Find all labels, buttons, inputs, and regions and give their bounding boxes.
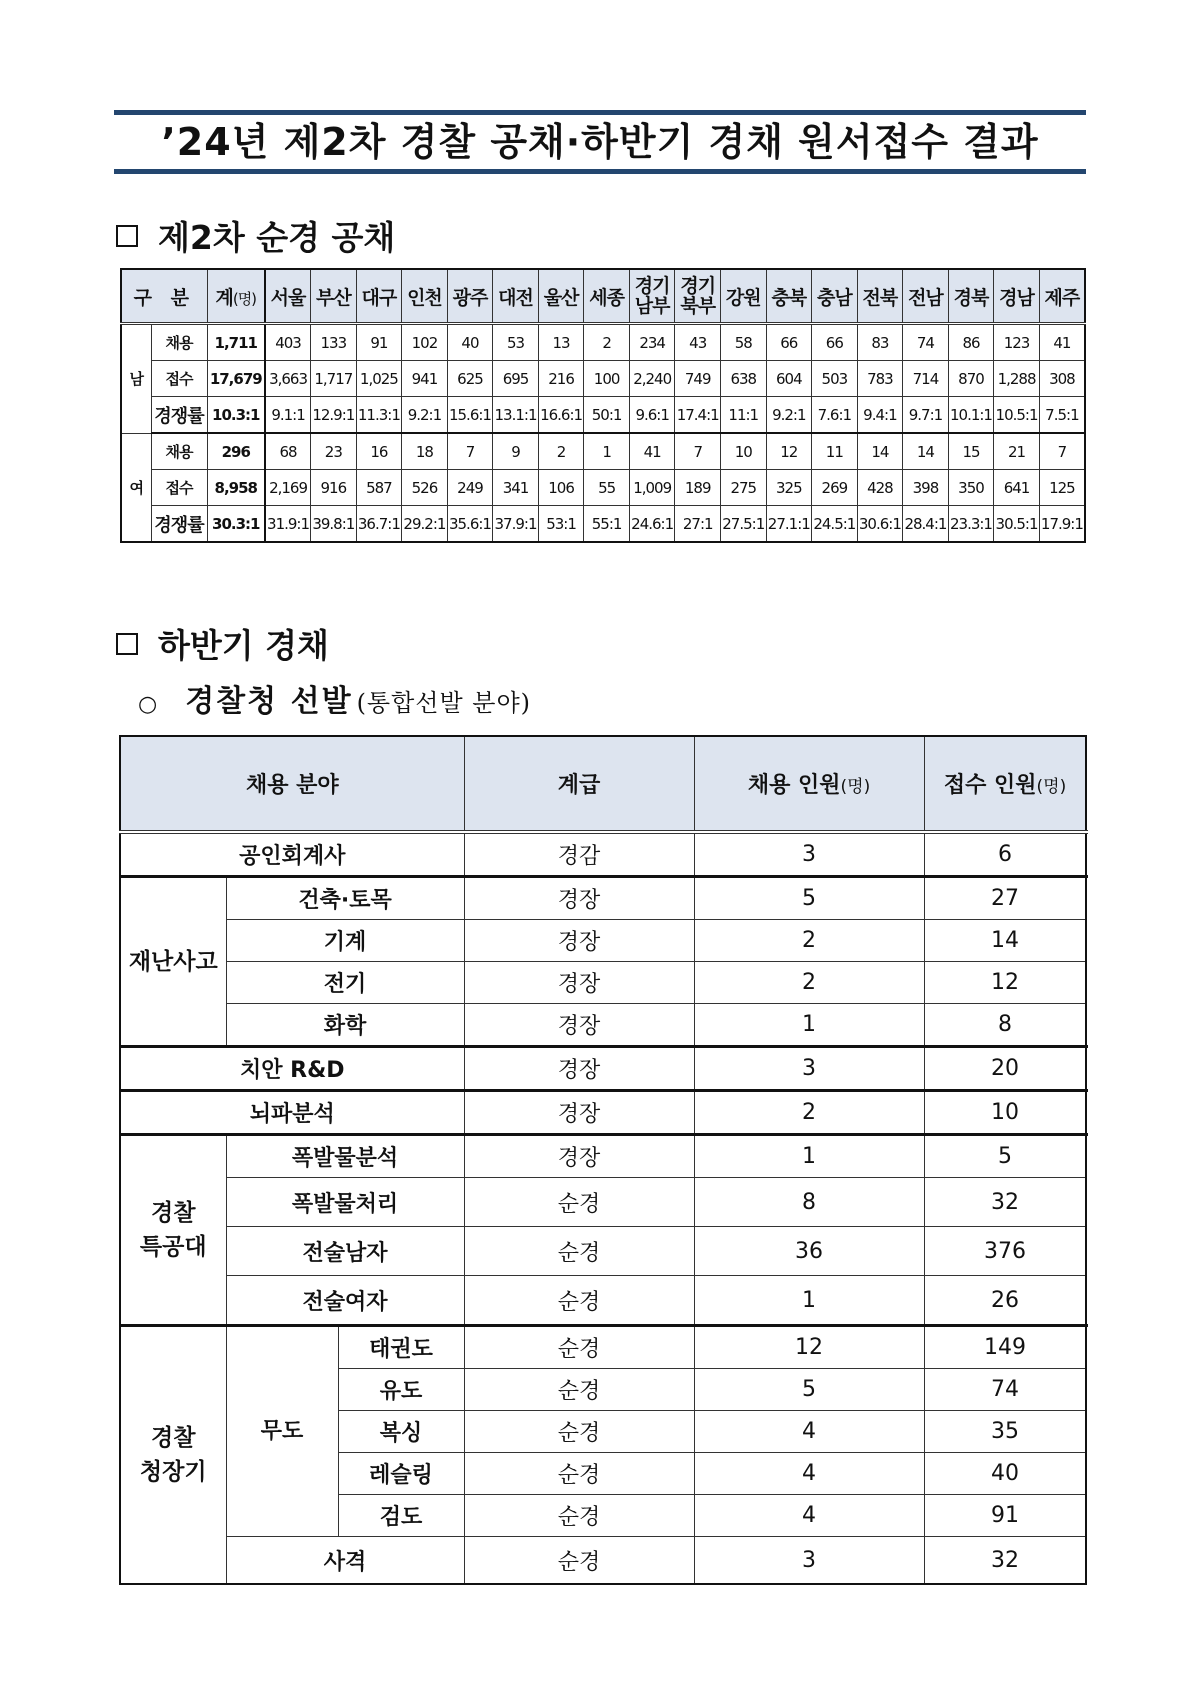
row-label: 접수 <box>151 361 207 397</box>
cell-hire: 3 <box>694 832 924 877</box>
region-header: 전남 <box>903 269 949 324</box>
group-athlete: 경찰 청장기 <box>120 1326 226 1585</box>
row-value: 2,169 <box>265 470 311 506</box>
row-value: 43 <box>675 324 721 361</box>
section2-subheading <box>138 676 531 720</box>
field-label: 전술남자 <box>226 1227 464 1276</box>
checkbox-icon <box>116 633 138 655</box>
cell-hire: 4 <box>694 1495 924 1537</box>
row-label: 채용 <box>151 433 207 470</box>
row-value: 714 <box>903 361 949 397</box>
group-martial: 무도 <box>226 1326 338 1537</box>
cell-hire: 4 <box>694 1453 924 1495</box>
row-value: 941 <box>402 361 448 397</box>
header-rank-cell: 계급 <box>464 736 694 832</box>
cell-rank: 경장 <box>464 920 694 962</box>
table1-row <box>121 361 1085 397</box>
cell-rank: 경장 <box>464 1004 694 1047</box>
row-value: 50:1 <box>584 397 630 434</box>
row-value: 275 <box>720 470 766 506</box>
row-value: 53:1 <box>538 506 584 543</box>
cell-apply: 32 <box>924 1178 1086 1227</box>
region-header: 경남 <box>994 269 1040 324</box>
row-total: 296 <box>207 433 265 470</box>
row-value: 9.1:1 <box>265 397 311 434</box>
field-label: 전술여자 <box>226 1276 464 1326</box>
row-value: 29.2:1 <box>402 506 448 543</box>
row-value: 10 <box>720 433 766 470</box>
section2-heading <box>116 620 329 667</box>
row-value: 17.4:1 <box>675 397 721 434</box>
region-header: 부산 <box>311 269 357 324</box>
row-value: 83 <box>857 324 903 361</box>
career-recruit-table <box>119 735 1087 1585</box>
cell-apply: 26 <box>924 1276 1086 1326</box>
table1-row <box>121 324 1085 361</box>
group-disaster: 재난사고 <box>120 877 226 1047</box>
row-value: 106 <box>538 470 584 506</box>
cell-rank: 순경 <box>464 1326 694 1369</box>
row-value: 10.1:1 <box>948 397 994 434</box>
row-value: 7 <box>675 433 721 470</box>
region-header: 서울 <box>265 269 311 324</box>
row-value: 9.2:1 <box>766 397 812 434</box>
table2-row <box>120 1326 1086 1369</box>
cell-apply: 40 <box>924 1453 1086 1495</box>
cell-hire: 3 <box>694 1047 924 1091</box>
title-rule-bottom <box>114 169 1086 174</box>
row-value: 428 <box>857 470 903 506</box>
cell-apply: 27 <box>924 877 1086 920</box>
row-total: 10.3:1 <box>207 397 265 434</box>
table2-row <box>120 1047 1086 1091</box>
row-value: 526 <box>402 470 448 506</box>
row-value: 638 <box>720 361 766 397</box>
cell-apply: 32 <box>924 1537 1086 1585</box>
table2-row <box>120 1537 1086 1585</box>
region-header: 광주 <box>447 269 493 324</box>
row-value: 58 <box>720 324 766 361</box>
row-value: 102 <box>402 324 448 361</box>
row-value: 2,240 <box>629 361 675 397</box>
gender-label: 여 <box>121 433 151 542</box>
row-value: 21 <box>994 433 1040 470</box>
row-value: 15 <box>948 433 994 470</box>
region-header: 대전 <box>493 269 539 324</box>
cell-apply: 6 <box>924 832 1086 877</box>
cell-apply: 10 <box>924 1091 1086 1135</box>
field-label: 건축·토목 <box>226 877 464 920</box>
row-value: 1 <box>584 433 630 470</box>
header-hire <box>694 736 924 832</box>
region-header: 강원 <box>720 269 766 324</box>
region-header: 경기 남부 <box>629 269 675 324</box>
cell-hire: 12 <box>694 1326 924 1369</box>
row-value: 24.6:1 <box>629 506 675 543</box>
table2-row <box>120 832 1086 877</box>
region-header: 충북 <box>766 269 812 324</box>
row-value: 30.6:1 <box>857 506 903 543</box>
row-value: 503 <box>812 361 858 397</box>
row-value: 125 <box>1039 470 1085 506</box>
field-label: 폭발물처리 <box>226 1178 464 1227</box>
field-label: 치안 R&D <box>120 1047 464 1091</box>
row-value: 14 <box>903 433 949 470</box>
row-value: 350 <box>948 470 994 506</box>
section2-heading-text: 하반기 경채 <box>158 626 329 665</box>
table1-row <box>121 470 1085 506</box>
row-value: 1,025 <box>356 361 402 397</box>
circle-bullet-icon: ○ <box>138 692 158 717</box>
row-value: 100 <box>584 361 630 397</box>
table2-row <box>120 1276 1086 1326</box>
table2-row <box>120 962 1086 1004</box>
row-value: 55:1 <box>584 506 630 543</box>
cell-hire: 4 <box>694 1411 924 1453</box>
row-value: 403 <box>265 324 311 361</box>
row-value: 31.9:1 <box>265 506 311 543</box>
row-value: 783 <box>857 361 903 397</box>
cell-hire: 5 <box>694 877 924 920</box>
group-special: 경찰 특공대 <box>120 1135 226 1326</box>
row-value: 216 <box>538 361 584 397</box>
table1-row <box>121 433 1085 470</box>
row-value: 68 <box>265 433 311 470</box>
region-header: 경북 <box>948 269 994 324</box>
row-value: 86 <box>948 324 994 361</box>
police-recruit-table <box>120 268 1086 543</box>
section1-heading <box>116 212 395 259</box>
cell-apply: 5 <box>924 1135 1086 1178</box>
cell-apply: 74 <box>924 1369 1086 1411</box>
header-apply <box>924 736 1086 832</box>
page-title: ’24년 제2차 경찰 공채·하반기 경채 원서접수 결과 <box>161 120 1039 164</box>
row-total: 30.3:1 <box>207 506 265 543</box>
row-value: 2 <box>584 324 630 361</box>
field-label: 공인회계사 <box>120 832 464 877</box>
table2-row <box>120 1091 1086 1135</box>
row-value: 41 <box>629 433 675 470</box>
row-value: 24.5:1 <box>812 506 858 543</box>
row-value: 7.5:1 <box>1039 397 1085 434</box>
row-value: 12.9:1 <box>311 397 357 434</box>
subheading-paren: (통합선발 분야) <box>356 689 532 717</box>
header-apply-label: 접수 인원 <box>943 773 1037 798</box>
cell-rank: 순경 <box>464 1227 694 1276</box>
row-label: 접수 <box>151 470 207 506</box>
region-header: 인천 <box>402 269 448 324</box>
table1-row <box>121 506 1085 543</box>
subheading-main: 경찰청 선발 <box>185 684 353 719</box>
header-field: 채용 분야 <box>120 736 464 832</box>
row-value: 28.4:1 <box>903 506 949 543</box>
cell-rank: 경장 <box>464 1091 694 1135</box>
field-label: 사격 <box>226 1537 464 1585</box>
row-value: 7.6:1 <box>812 397 858 434</box>
region-header: 경기 북부 <box>675 269 721 324</box>
table2-header-row <box>120 736 1086 832</box>
row-value: 625 <box>447 361 493 397</box>
table2-row <box>120 877 1086 920</box>
row-label: 채용 <box>151 324 207 361</box>
row-value: 234 <box>629 324 675 361</box>
cell-hire: 5 <box>694 1369 924 1411</box>
row-value: 123 <box>994 324 1040 361</box>
row-value: 7 <box>447 433 493 470</box>
cell-apply: 20 <box>924 1047 1086 1091</box>
header-hire-label: 채용 인원 <box>747 773 841 798</box>
cell-rank: 경장 <box>464 1047 694 1091</box>
region-header: 제주 <box>1039 269 1085 324</box>
row-value: 18 <box>402 433 448 470</box>
row-total: 17,679 <box>207 361 265 397</box>
row-value: 249 <box>447 470 493 506</box>
header-apply-unit: (명) <box>1036 777 1067 797</box>
row-value: 9.6:1 <box>629 397 675 434</box>
cell-hire: 2 <box>694 1091 924 1135</box>
row-value: 66 <box>766 324 812 361</box>
cell-apply: 12 <box>924 962 1086 1004</box>
row-value: 12 <box>766 433 812 470</box>
header-total-unit: (명) <box>232 289 257 308</box>
row-value: 13 <box>538 324 584 361</box>
region-header: 전북 <box>857 269 903 324</box>
row-value: 66 <box>812 324 858 361</box>
row-value: 11:1 <box>720 397 766 434</box>
row-value: 7 <box>1039 433 1085 470</box>
row-value: 2 <box>538 433 584 470</box>
row-value: 91 <box>356 324 402 361</box>
cell-apply: 35 <box>924 1411 1086 1453</box>
row-value: 27.5:1 <box>720 506 766 543</box>
cell-rank: 경장 <box>464 1135 694 1178</box>
row-value: 15.6:1 <box>447 397 493 434</box>
header-total <box>207 269 265 324</box>
row-value: 133 <box>311 324 357 361</box>
row-value: 1,717 <box>311 361 357 397</box>
cell-rank: 순경 <box>464 1453 694 1495</box>
row-value: 17.9:1 <box>1039 506 1085 543</box>
cell-rank: 순경 <box>464 1276 694 1326</box>
cell-hire: 1 <box>694 1276 924 1326</box>
row-label: 경쟁률 <box>151 397 207 434</box>
section1-heading-text: 제2차 순경 공채 <box>158 218 396 257</box>
row-value: 398 <box>903 470 949 506</box>
region-header: 울산 <box>538 269 584 324</box>
cell-rank: 경감 <box>464 832 694 877</box>
table2-row <box>120 1135 1086 1178</box>
cell-apply: 91 <box>924 1495 1086 1537</box>
cell-rank: 경장 <box>464 877 694 920</box>
field-label: 뇌파분석 <box>120 1091 464 1135</box>
row-value: 308 <box>1039 361 1085 397</box>
row-value: 55 <box>584 470 630 506</box>
row-value: 36.7:1 <box>356 506 402 543</box>
cell-hire: 36 <box>694 1227 924 1276</box>
table2-row <box>120 1178 1086 1227</box>
cell-apply: 376 <box>924 1227 1086 1276</box>
cell-rank: 순경 <box>464 1178 694 1227</box>
row-value: 695 <box>493 361 539 397</box>
row-value: 341 <box>493 470 539 506</box>
row-value: 11 <box>812 433 858 470</box>
table1-row <box>121 397 1085 434</box>
table2-row <box>120 920 1086 962</box>
row-value: 13.1:1 <box>493 397 539 434</box>
cell-rank: 순경 <box>464 1537 694 1585</box>
row-value: 9.2:1 <box>402 397 448 434</box>
row-value: 39.8:1 <box>311 506 357 543</box>
row-value: 749 <box>675 361 721 397</box>
row-value: 40 <box>447 324 493 361</box>
field-label: 복싱 <box>338 1411 464 1453</box>
gender-label: 남 <box>121 324 151 434</box>
row-value: 74 <box>903 324 949 361</box>
field-label: 폭발물분석 <box>226 1135 464 1178</box>
row-total: 8,958 <box>207 470 265 506</box>
row-value: 35.6:1 <box>447 506 493 543</box>
cell-hire: 2 <box>694 920 924 962</box>
row-value: 16.6:1 <box>538 397 584 434</box>
row-value: 10.5:1 <box>994 397 1040 434</box>
checkbox-icon <box>116 225 138 247</box>
field-label: 화학 <box>226 1004 464 1047</box>
header-hire-unit: (명) <box>840 777 871 797</box>
row-value: 11.3:1 <box>356 397 402 434</box>
row-value: 1,009 <box>629 470 675 506</box>
field-label: 레슬링 <box>338 1453 464 1495</box>
header-total-label: 계 <box>215 286 233 309</box>
row-value: 14 <box>857 433 903 470</box>
row-value: 870 <box>948 361 994 397</box>
cell-hire: 1 <box>694 1135 924 1178</box>
row-value: 587 <box>356 470 402 506</box>
row-value: 916 <box>311 470 357 506</box>
region-header: 세종 <box>584 269 630 324</box>
row-value: 641 <box>994 470 1040 506</box>
table2-row <box>120 1004 1086 1047</box>
header-label: 구 분 <box>121 269 207 324</box>
row-value: 30.5:1 <box>994 506 1040 543</box>
cell-apply: 149 <box>924 1326 1086 1369</box>
row-value: 27.1:1 <box>766 506 812 543</box>
row-value: 9.7:1 <box>903 397 949 434</box>
region-header: 대구 <box>356 269 402 324</box>
cell-hire: 3 <box>694 1537 924 1585</box>
row-label: 경쟁률 <box>151 506 207 543</box>
row-value: 3,663 <box>265 361 311 397</box>
cell-apply: 8 <box>924 1004 1086 1047</box>
row-value: 23.3:1 <box>948 506 994 543</box>
row-value: 604 <box>766 361 812 397</box>
row-value: 325 <box>766 470 812 506</box>
row-value: 9.4:1 <box>857 397 903 434</box>
cell-hire: 1 <box>694 1004 924 1047</box>
field-label: 유도 <box>338 1369 464 1411</box>
row-value: 9 <box>493 433 539 470</box>
row-value: 37.9:1 <box>493 506 539 543</box>
table2-row <box>120 1227 1086 1276</box>
row-value: 16 <box>356 433 402 470</box>
region-header: 충남 <box>812 269 858 324</box>
row-value: 23 <box>311 433 357 470</box>
cell-rank: 경장 <box>464 962 694 1004</box>
cell-rank: 순경 <box>464 1495 694 1537</box>
table1-header-row <box>121 269 1085 324</box>
document-title <box>114 110 1086 174</box>
row-value: 189 <box>675 470 721 506</box>
cell-apply: 14 <box>924 920 1086 962</box>
row-value: 1,288 <box>994 361 1040 397</box>
row-value: 53 <box>493 324 539 361</box>
field-label: 검도 <box>338 1495 464 1537</box>
field-label: 기계 <box>226 920 464 962</box>
cell-rank: 순경 <box>464 1369 694 1411</box>
row-value: 269 <box>812 470 858 506</box>
row-value: 41 <box>1039 324 1085 361</box>
row-total: 1,711 <box>207 324 265 361</box>
field-label: 태권도 <box>338 1326 464 1369</box>
cell-hire: 2 <box>694 962 924 1004</box>
row-value: 27:1 <box>675 506 721 543</box>
cell-hire: 8 <box>694 1178 924 1227</box>
field-label: 전기 <box>226 962 464 1004</box>
cell-rank: 순경 <box>464 1411 694 1453</box>
